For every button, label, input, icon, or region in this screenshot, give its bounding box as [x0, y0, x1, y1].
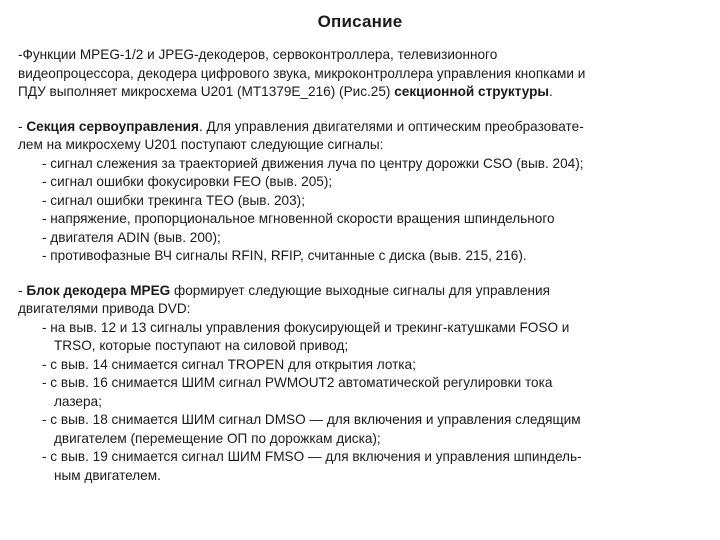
- slide-body: [18, 46, 708, 501]
- list-item: - противофазные ВЧ сигналы RFIN, RFIP, считанные с диска (выв. 215, 216).: [42, 248, 527, 263]
- bold-term: секционной структуры: [394, 84, 550, 99]
- list-item: - двигателя ADIN (выв. 200);: [42, 229, 221, 245]
- text-run: .: [549, 84, 553, 99]
- text-run: -: [18, 118, 27, 134]
- bold-term: Блок декодера MPEG: [26, 282, 171, 298]
- text-run: . Для управления двигателями и оптическим преобразовате-: [198, 118, 584, 134]
- paragraph-functions: [18, 46, 708, 102]
- list-item: - напряжение, пропорциональное мгновенной скорости вращения шпиндельного: [42, 211, 555, 226]
- list-item: - сигнал ошибки трекинга ТЕО (выв. 203);: [42, 192, 305, 208]
- bold-term: Секция сервоуправления: [26, 118, 199, 134]
- list-item: - с выв. 16 снимается ШИМ сигнал PWMOUT2 автоматической регулировки тока: [42, 375, 553, 390]
- text-line: [18, 282, 708, 301]
- list-item: - сигнал ошибки фокусировки FEO (выв. 205);: [42, 174, 333, 189]
- text-line: видеопроцессора, декодера цифрового звука, микроконтроллера управления кнопками и: [18, 65, 586, 81]
- list-item-continuation: ным двигателем.: [54, 467, 161, 483]
- text-run: ПДУ выполняет микросхема U201 (МТ1379Е_216) (Рис.25): [18, 84, 395, 99]
- text-line: лем на микросхему U201 поступают следующие сигналы:: [18, 137, 384, 152]
- list-item: - с выв. 14 снимается сигнал TROPEN для открытия лотка;: [42, 356, 416, 372]
- paragraph-mpeg-block: [18, 282, 708, 486]
- list-item-continuation: двигателем (перемещение ОП по дорожкам диска);: [54, 430, 381, 446]
- list-item: - с выв. 19 снимается сигнал ШИМ FMSO — для включения и управления шпиндель-: [42, 449, 582, 464]
- text-line: [18, 118, 708, 137]
- list-item: - на выв. 12 и 13 сигналы управления фокусирующей и трекинг-катушками FOSO и: [42, 319, 570, 335]
- text-run: -: [18, 282, 27, 298]
- text-line: двигателями привода DVD:: [18, 301, 191, 316]
- slide-title: Описание: [317, 12, 403, 31]
- text-line: [18, 83, 708, 102]
- list-item: - сигнал слежения за траекторией движения луча по центру дорожки CSO (выв. 204);: [42, 155, 584, 171]
- list-item-continuation: TRSO, которые поступают на силовой привод;: [54, 338, 349, 353]
- paragraph-servo-section: [18, 118, 708, 266]
- list-item-continuation: лазера;: [54, 393, 102, 409]
- list-item: - с выв. 18 снимается ШИМ сигнал DMSO — для включения и управления следящим: [42, 412, 581, 427]
- text-run: формирует следующие выходные сигналы для управления: [170, 282, 550, 298]
- text-line: -Функции MPEG-1/2 и JPEG-декодеров, сервоконтроллера, телевизионного: [18, 47, 498, 62]
